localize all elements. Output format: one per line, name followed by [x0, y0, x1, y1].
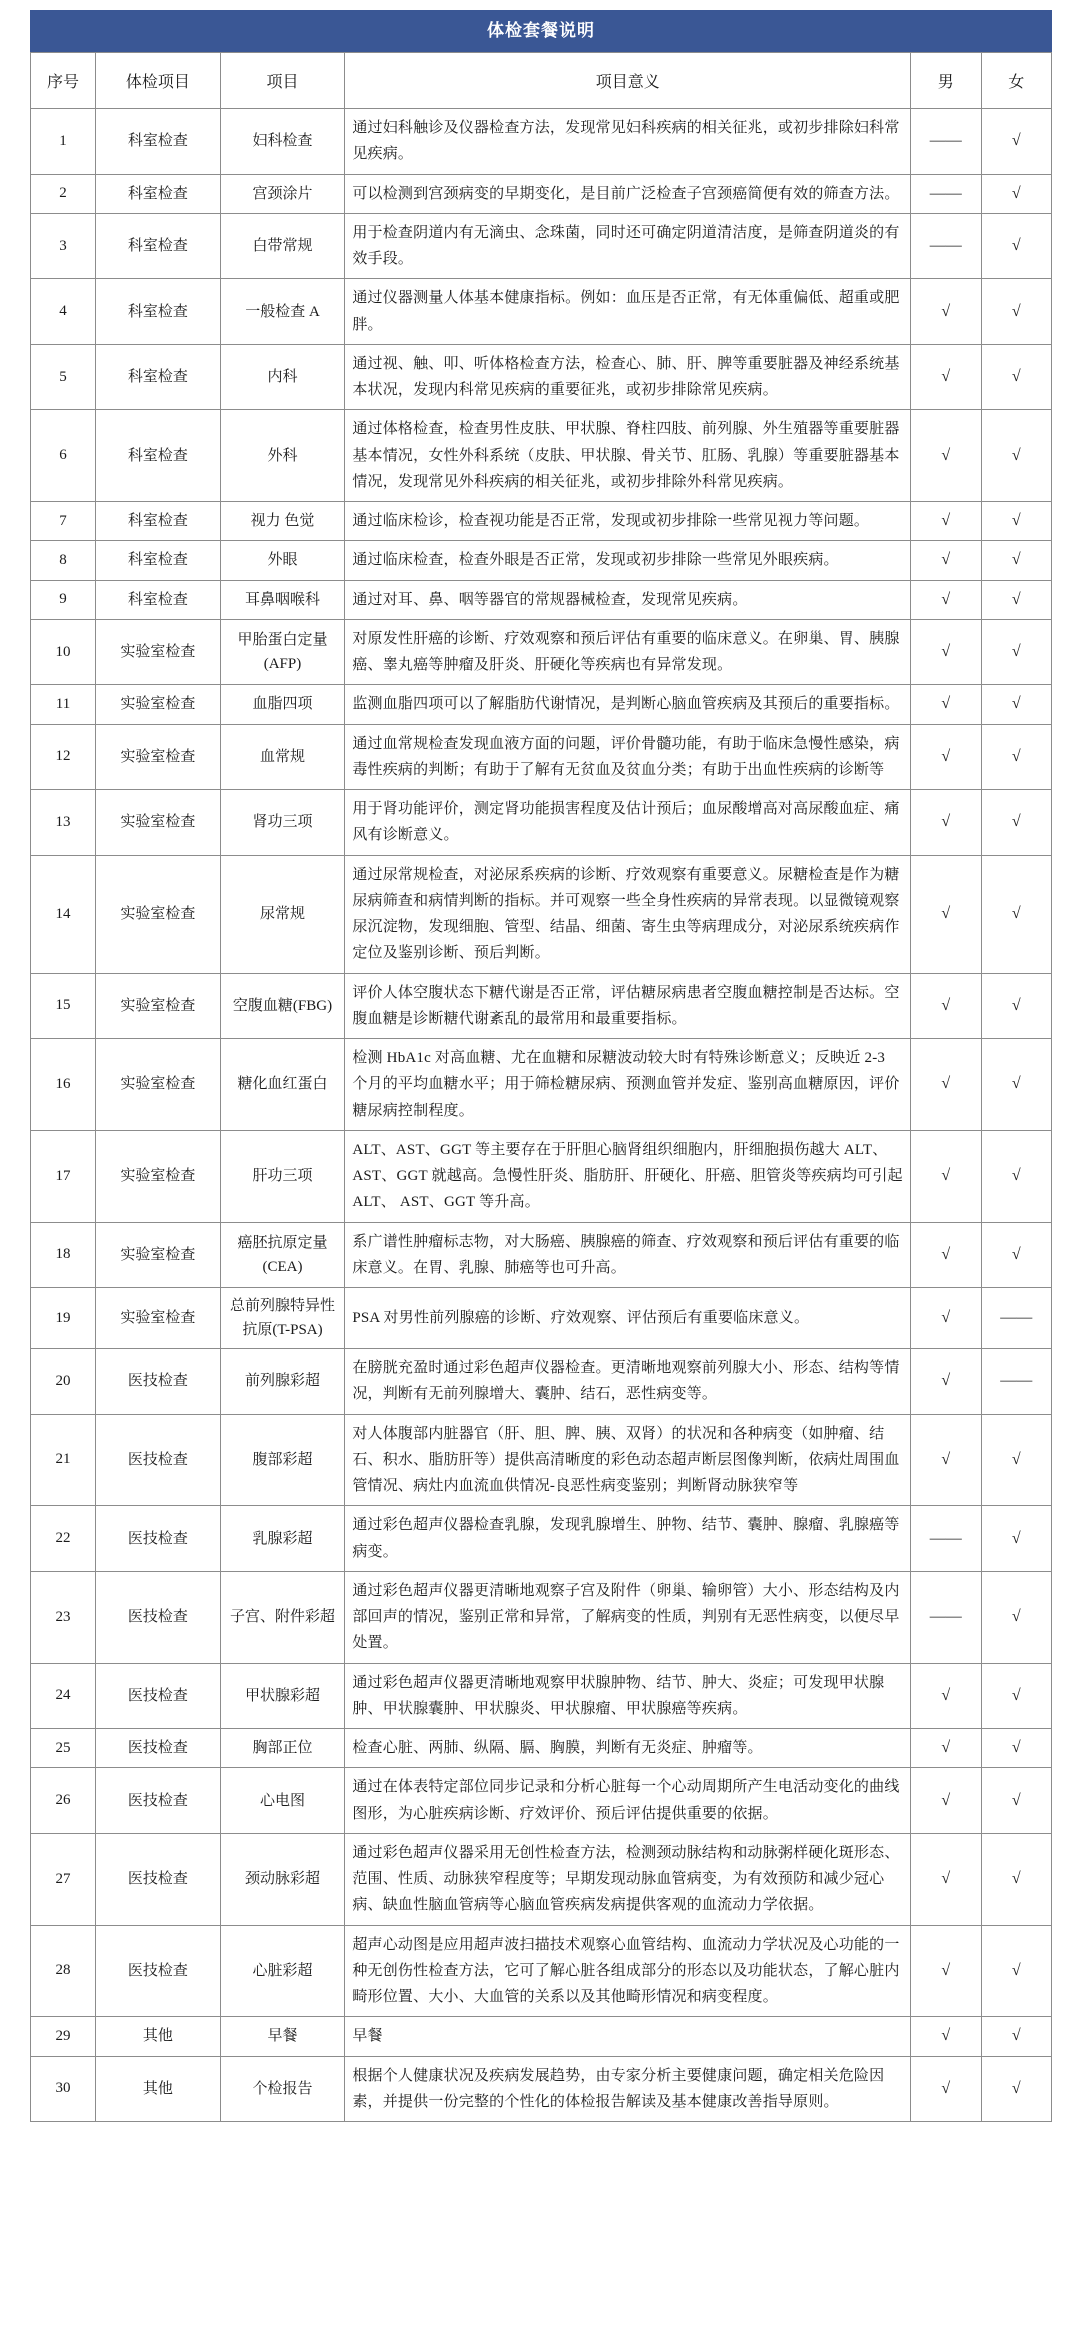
column-header-male: 男 [911, 53, 981, 109]
exam-package-page [30, 10, 1052, 2122]
cell-female: √ [981, 213, 1051, 279]
cell-no: 10 [31, 619, 96, 685]
cell-meaning: 监测血脂四项可以了解脂肪代谢情况，是判断心脑血管疾病及其预后的重要指标。 [345, 685, 911, 724]
cell-female: √ [981, 1414, 1051, 1506]
cell-male: √ [911, 1729, 981, 1768]
cell-female: √ [981, 109, 1051, 175]
cell-male: √ [911, 502, 981, 541]
cell-female: √ [981, 1571, 1051, 1663]
cell-no: 7 [31, 502, 96, 541]
cell-category: 医技检查 [96, 1571, 221, 1663]
cell-no: 18 [31, 1222, 96, 1288]
cell-category: 科室检查 [96, 580, 221, 619]
cell-meaning: 对原发性肝癌的诊断、疗效观察和预后评估有重要的临床意义。在卵巢、胃、胰腺癌、睾丸癌等肿瘤及肝炎、肝硬化等疾病也有异常发现。 [345, 619, 911, 685]
cell-male: √ [911, 1833, 981, 1925]
cell-male: √ [911, 685, 981, 724]
cell-category: 实验室检查 [96, 855, 221, 973]
cell-female: √ [981, 1506, 1051, 1572]
cell-category: 医技检查 [96, 1506, 221, 1572]
cell-male: √ [911, 1925, 981, 2017]
table-row [31, 213, 1052, 279]
column-header-meaning: 项目意义 [345, 53, 911, 109]
table-row [31, 410, 1052, 502]
cell-no: 17 [31, 1130, 96, 1222]
column-header-no: 序号 [31, 53, 96, 109]
cell-female: √ [981, 580, 1051, 619]
cell-item: 白带常规 [220, 213, 345, 279]
cell-male: —— [911, 1506, 981, 1572]
cell-item: 外科 [220, 410, 345, 502]
cell-category: 实验室检查 [96, 619, 221, 685]
table-body [31, 109, 1052, 2122]
cell-category: 医技检查 [96, 1768, 221, 1834]
cell-category: 科室检查 [96, 344, 221, 410]
cell-category: 医技检查 [96, 1349, 221, 1415]
cell-no: 19 [31, 1288, 96, 1349]
cell-item: 外眼 [220, 541, 345, 580]
cell-item: 心电图 [220, 1768, 345, 1834]
cell-meaning: 系广谱性肿瘤标志物，对大肠癌、胰腺癌的筛查、疗效观察和预后评估有重要的临床意义。在胃、乳腺、肺癌等也可升高。 [345, 1222, 911, 1288]
cell-male: —— [911, 109, 981, 175]
cell-meaning: 通过仪器测量人体基本健康指标。例如：血压是否正常，有无体重偏低、超重或肥胖。 [345, 279, 911, 345]
page-title: 体检套餐说明 [30, 10, 1052, 52]
cell-item: 早餐 [220, 2017, 345, 2056]
cell-no: 9 [31, 580, 96, 619]
table-row [31, 1571, 1052, 1663]
cell-meaning: 根据个人健康状况及疾病发展趋势，由专家分析主要健康问题，确定相关危险因素，并提供一份完整的个性化的体检报告解读及基本健康改善指导原则。 [345, 2056, 911, 2122]
cell-female: √ [981, 174, 1051, 213]
cell-male: √ [911, 1663, 981, 1729]
table-row [31, 1130, 1052, 1222]
table-row [31, 1833, 1052, 1925]
cell-meaning: 通过彩色超声仪器检查乳腺，发现乳腺增生、肿物、结节、囊肿、腺瘤、乳腺癌等病变。 [345, 1506, 911, 1572]
cell-meaning: 通过彩色超声仪器采用无创性检查方法，检测颈动脉结构和动脉粥样硬化斑形态、范围、性质、动脉狭窄程度等；早期发现动脉血管病变，为有效预防和减少冠心病、缺血性脑血管病等心脑血管疾病发病提供客观的血流动力学依据。 [345, 1833, 911, 1925]
cell-item: 空腹血糖(FBG) [220, 973, 345, 1039]
cell-item: 一般检查 A [220, 279, 345, 345]
table-row [31, 1925, 1052, 2017]
cell-no: 24 [31, 1663, 96, 1729]
table-row [31, 1768, 1052, 1834]
cell-category: 实验室检查 [96, 685, 221, 724]
cell-item: 甲胎蛋白定量(AFP) [220, 619, 345, 685]
cell-female: √ [981, 1925, 1051, 2017]
cell-meaning: 可以检测到宫颈病变的早期变化，是目前广泛检查子宫颈癌简便有效的筛查方法。 [345, 174, 911, 213]
cell-male: √ [911, 1222, 981, 1288]
table-row [31, 855, 1052, 973]
column-header-category: 体检项目 [96, 53, 221, 109]
cell-item: 内科 [220, 344, 345, 410]
cell-no: 23 [31, 1571, 96, 1663]
cell-item: 癌胚抗原定量(CEA) [220, 1222, 345, 1288]
cell-category: 科室检查 [96, 174, 221, 213]
cell-category: 实验室检查 [96, 1222, 221, 1288]
cell-female: —— [981, 1349, 1051, 1415]
cell-category: 医技检查 [96, 1414, 221, 1506]
cell-item: 甲状腺彩超 [220, 1663, 345, 1729]
cell-item: 肝功三项 [220, 1130, 345, 1222]
cell-meaning: ALT、AST、GGT 等主要存在于肝胆心脑肾组织细胞内，肝细胞损伤越大 ALT、AST、GGT 就越高。急慢性肝炎、脂肪肝、肝硬化、肝癌、胆管炎等疾病均可引起 ALT、 AST、GGT 等升高。 [345, 1130, 911, 1222]
cell-female: √ [981, 1768, 1051, 1834]
column-header-female: 女 [981, 53, 1051, 109]
table-row [31, 1729, 1052, 1768]
exam-package-table [30, 52, 1052, 2122]
table-row [31, 724, 1052, 790]
cell-category: 医技检查 [96, 1663, 221, 1729]
cell-meaning: 通过体格检查，检查男性皮肤、甲状腺、脊柱四肢、前列腺、外生殖器等重要脏器基本情况，女性外科系统（皮肤、甲状腺、骨关节、肛肠、乳腺）等重要脏器基本情况，发现常见外科疾病的相关征兆，或初步排除外科常见疾病。 [345, 410, 911, 502]
table-row [31, 279, 1052, 345]
cell-meaning: 检查心脏、两肺、纵隔、膈、胸膜，判断有无炎症、肿瘤等。 [345, 1729, 911, 1768]
cell-male: —— [911, 1571, 981, 1663]
cell-category: 医技检查 [96, 1833, 221, 1925]
cell-female: √ [981, 1833, 1051, 1925]
table-row [31, 1288, 1052, 1349]
cell-no: 30 [31, 2056, 96, 2122]
cell-category: 医技检查 [96, 1729, 221, 1768]
cell-male: √ [911, 279, 981, 345]
cell-male: √ [911, 344, 981, 410]
table-row [31, 790, 1052, 856]
cell-meaning: 通过彩色超声仪器更清晰地观察子宫及附件（卵巢、输卵管）大小、形态结构及内部回声的情况，鉴别正常和异常，了解病变的性质，判别有无恶性病变，以便尽早处置。 [345, 1571, 911, 1663]
cell-category: 科室检查 [96, 502, 221, 541]
cell-female: √ [981, 1663, 1051, 1729]
cell-category: 实验室检查 [96, 790, 221, 856]
cell-male: √ [911, 790, 981, 856]
cell-no: 26 [31, 1768, 96, 1834]
cell-meaning: 通过尿常规检查，对泌尿系疾病的诊断、疗效观察有重要意义。尿糖检查是作为糖尿病筛查和病情判断的指标。并可观察一些全身性疾病的异常表现。以显微镜观察尿沉淀物，发现细胞、管型、结晶、细菌、寄生虫等病理成分，对泌尿系统疾病作定位及鉴别诊断、预后判断。 [345, 855, 911, 973]
cell-male: √ [911, 973, 981, 1039]
table-row [31, 2056, 1052, 2122]
cell-category: 医技检查 [96, 1925, 221, 2017]
cell-item: 血脂四项 [220, 685, 345, 724]
cell-category: 其他 [96, 2056, 221, 2122]
cell-category: 科室检查 [96, 541, 221, 580]
cell-no: 8 [31, 541, 96, 580]
cell-meaning: 对人体腹部内脏器官（肝、胆、脾、胰、双肾）的状况和各种病变（如肿瘤、结石、积水、脂肪肝等）提供高清晰度的彩色动态超声断层图像判断，依病灶周围血管情况、病灶内血流血供情况-良恶性病变鉴别；判断肾动脉狭窄等 [345, 1414, 911, 1506]
cell-no: 16 [31, 1039, 96, 1131]
cell-male: √ [911, 855, 981, 973]
cell-no: 6 [31, 410, 96, 502]
cell-male: √ [911, 724, 981, 790]
cell-item: 子宫、附件彩超 [220, 1571, 345, 1663]
cell-meaning: 早餐 [345, 2017, 911, 2056]
cell-male: —— [911, 213, 981, 279]
cell-female: √ [981, 2017, 1051, 2056]
cell-category: 科室检查 [96, 213, 221, 279]
cell-category: 科室检查 [96, 109, 221, 175]
cell-female: √ [981, 541, 1051, 580]
table-header-row [31, 53, 1052, 109]
cell-meaning: 评价人体空腹状态下糖代谢是否正常，评估糖尿病患者空腹血糖控制是否达标。空腹血糖是诊断糖代谢紊乱的最常用和最重要指标。 [345, 973, 911, 1039]
cell-meaning: 在膀胱充盈时通过彩色超声仪器检查。更清晰地观察前列腺大小、形态、结构等情况，判断有无前列腺增大、囊肿、结石，恶性病变等。 [345, 1349, 911, 1415]
cell-male: √ [911, 1349, 981, 1415]
cell-female: √ [981, 973, 1051, 1039]
cell-female: √ [981, 502, 1051, 541]
table-row [31, 973, 1052, 1039]
cell-no: 4 [31, 279, 96, 345]
cell-category: 其他 [96, 2017, 221, 2056]
column-header-item: 项目 [220, 53, 345, 109]
cell-male: √ [911, 1414, 981, 1506]
cell-item: 颈动脉彩超 [220, 1833, 345, 1925]
cell-meaning: 通过视、触、叩、听体格检查方法，检查心、肺、肝、脾等重要脏器及神经系统基本状况，发现内科常见疾病的重要征兆，或初步排除常见疾病。 [345, 344, 911, 410]
cell-female: √ [981, 1729, 1051, 1768]
cell-male: —— [911, 174, 981, 213]
cell-category: 实验室检查 [96, 1039, 221, 1131]
cell-meaning: 通过血常规检查发现血液方面的问题，评价骨髓功能，有助于临床急慢性感染，病毒性疾病的判断；有助于了解有无贫血及贫血分类；有助于出血性疾病的诊断等 [345, 724, 911, 790]
cell-female: √ [981, 279, 1051, 345]
cell-no: 1 [31, 109, 96, 175]
cell-no: 13 [31, 790, 96, 856]
cell-no: 5 [31, 344, 96, 410]
cell-no: 12 [31, 724, 96, 790]
cell-no: 20 [31, 1349, 96, 1415]
cell-female: √ [981, 855, 1051, 973]
cell-male: √ [911, 410, 981, 502]
cell-no: 14 [31, 855, 96, 973]
cell-item: 妇科检查 [220, 109, 345, 175]
cell-male: √ [911, 2056, 981, 2122]
cell-female: √ [981, 1222, 1051, 1288]
cell-meaning: 通过彩色超声仪器更清晰地观察甲状腺肿物、结节、肿大、炎症；可发现甲状腺肿、甲状腺囊肿、甲状腺炎、甲状腺瘤、甲状腺癌等疾病。 [345, 1663, 911, 1729]
cell-item: 尿常规 [220, 855, 345, 973]
cell-item: 胸部正位 [220, 1729, 345, 1768]
table-row [31, 109, 1052, 175]
cell-meaning: 通过对耳、鼻、咽等器官的常规器械检查，发现常见疾病。 [345, 580, 911, 619]
table-row [31, 344, 1052, 410]
table-row [31, 1349, 1052, 1415]
cell-category: 实验室检查 [96, 724, 221, 790]
cell-no: 28 [31, 1925, 96, 2017]
table-row [31, 1222, 1052, 1288]
cell-category: 实验室检查 [96, 1130, 221, 1222]
table-row [31, 619, 1052, 685]
cell-item: 乳腺彩超 [220, 1506, 345, 1572]
cell-male: √ [911, 2017, 981, 2056]
cell-meaning: 通过临床检查，检查外眼是否正常，发现或初步排除一些常见外眼疾病。 [345, 541, 911, 580]
cell-male: √ [911, 1768, 981, 1834]
cell-male: √ [911, 1288, 981, 1349]
cell-male: √ [911, 1130, 981, 1222]
cell-item: 血常规 [220, 724, 345, 790]
cell-meaning: 通过临床检诊，检查视功能是否正常，发现或初步排除一些常见视力等问题。 [345, 502, 911, 541]
cell-meaning: PSA 对男性前列腺癌的诊断、疗效观察、评估预后有重要临床意义。 [345, 1288, 911, 1349]
table-row [31, 1663, 1052, 1729]
table-row [31, 174, 1052, 213]
cell-meaning: 检测 HbA1c 对高血糖、尤在血糖和尿糖波动较大时有特殊诊断意义；反映近 2-3 个月的平均血糖水平；用于筛检糖尿病、预测血管并发症、鉴别高血糖原因，评价糖尿病控制程度。 [345, 1039, 911, 1131]
table-row [31, 685, 1052, 724]
cell-no: 11 [31, 685, 96, 724]
table-row [31, 1506, 1052, 1572]
cell-no: 15 [31, 973, 96, 1039]
cell-item: 心脏彩超 [220, 1925, 345, 2017]
cell-female: √ [981, 2056, 1051, 2122]
cell-no: 27 [31, 1833, 96, 1925]
cell-category: 实验室检查 [96, 973, 221, 1039]
cell-no: 3 [31, 213, 96, 279]
cell-female: √ [981, 410, 1051, 502]
cell-male: √ [911, 541, 981, 580]
cell-item: 腹部彩超 [220, 1414, 345, 1506]
cell-item: 个检报告 [220, 2056, 345, 2122]
cell-category: 实验室检查 [96, 1288, 221, 1349]
table-row [31, 580, 1052, 619]
cell-no: 25 [31, 1729, 96, 1768]
cell-female: √ [981, 685, 1051, 724]
cell-item: 前列腺彩超 [220, 1349, 345, 1415]
table-row [31, 541, 1052, 580]
table-header [31, 53, 1052, 109]
cell-female: √ [981, 1039, 1051, 1131]
cell-meaning: 通过妇科触诊及仪器检查方法，发现常见妇科疾病的相关征兆，或初步排除妇科常见疾病。 [345, 109, 911, 175]
cell-item: 糖化血红蛋白 [220, 1039, 345, 1131]
cell-female: √ [981, 344, 1051, 410]
cell-item: 视力 色觉 [220, 502, 345, 541]
cell-meaning: 超声心动图是应用超声波扫描技术观察心血管结构、血流动力学状况及心功能的一种无创伤性检查方法，它可了解心脏各组成部分的形态以及功能状态，了解心脏内畸形位置、大小、大血管的关系以及其他畸形情况和病变程度。 [345, 1925, 911, 2017]
table-row [31, 1039, 1052, 1131]
cell-category: 科室检查 [96, 410, 221, 502]
table-row [31, 502, 1052, 541]
cell-item: 总前列腺特异性抗原(T-PSA) [220, 1288, 345, 1349]
cell-male: √ [911, 619, 981, 685]
table-row [31, 2017, 1052, 2056]
cell-item: 耳鼻咽喉科 [220, 580, 345, 619]
cell-category: 科室检查 [96, 279, 221, 345]
cell-no: 21 [31, 1414, 96, 1506]
cell-no: 22 [31, 1506, 96, 1572]
cell-male: √ [911, 1039, 981, 1131]
cell-female: √ [981, 1130, 1051, 1222]
cell-item: 肾功三项 [220, 790, 345, 856]
cell-no: 29 [31, 2017, 96, 2056]
cell-meaning: 用于检查阴道内有无滴虫、念珠菌，同时还可确定阴道清洁度，是筛查阴道炎的有效手段。 [345, 213, 911, 279]
cell-female: √ [981, 790, 1051, 856]
cell-meaning: 用于肾功能评价，测定肾功能损害程度及估计预后；血尿酸增高对高尿酸血症、痛风有诊断意义。 [345, 790, 911, 856]
cell-female: √ [981, 619, 1051, 685]
cell-female: √ [981, 724, 1051, 790]
cell-male: √ [911, 580, 981, 619]
cell-meaning: 通过在体表特定部位同步记录和分析心脏每一个心动周期所产生电活动变化的曲线图形，为心脏疾病诊断、疗效评价、预后评估提供重要的依据。 [345, 1768, 911, 1834]
cell-item: 宫颈涂片 [220, 174, 345, 213]
table-row [31, 1414, 1052, 1506]
cell-no: 2 [31, 174, 96, 213]
cell-female: —— [981, 1288, 1051, 1349]
